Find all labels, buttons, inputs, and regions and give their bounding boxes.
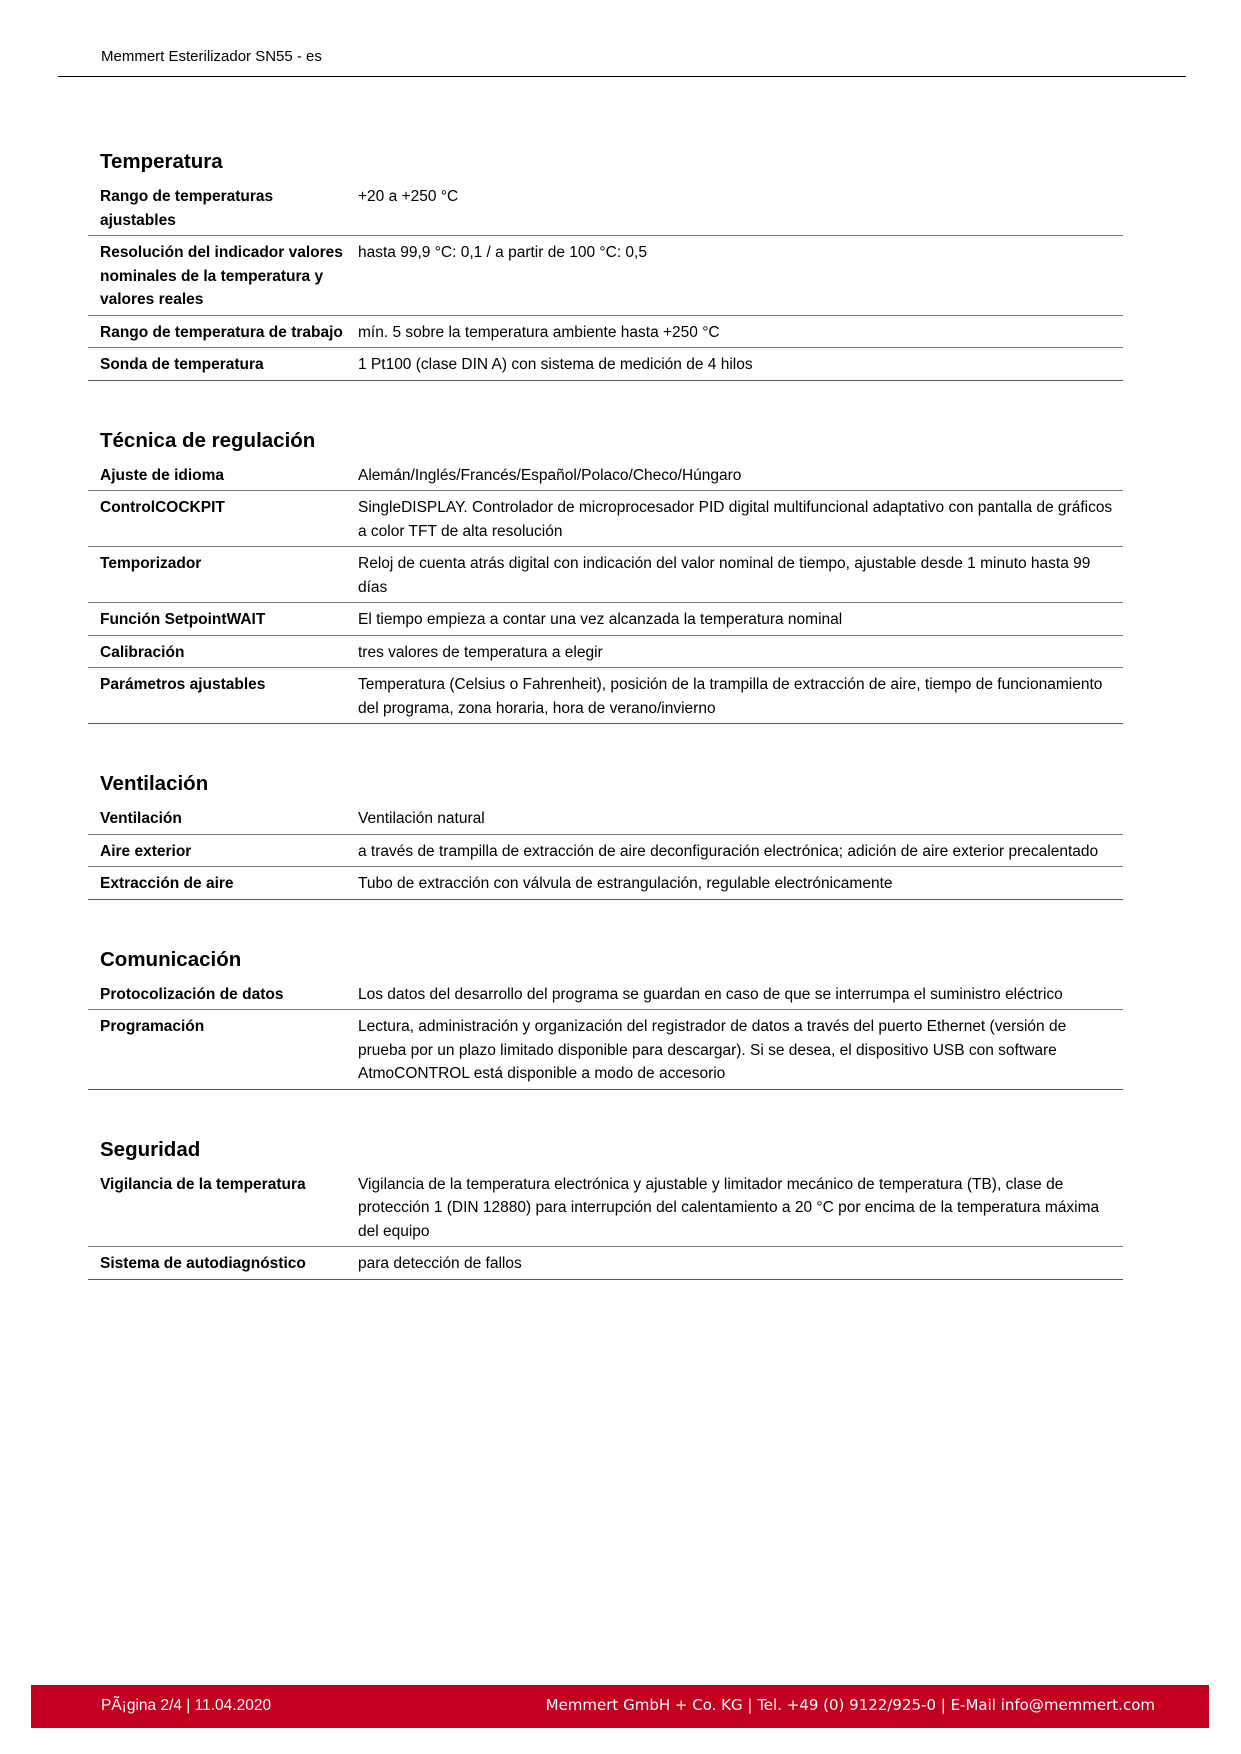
section-temperatura (88, 150, 1123, 381)
section-title: Seguridad (100, 1137, 201, 1161)
spec-table (88, 180, 1123, 381)
spec-value: Los datos del desarrollo del programa se guardan en caso de que se interrumpa el suministro eléctrico (358, 985, 1063, 1003)
section-ventilacion (88, 772, 1123, 900)
spec-row (88, 668, 1123, 724)
section-comunicacion (88, 948, 1123, 1090)
page-header (58, 48, 1186, 77)
spec-row (88, 547, 1123, 603)
spec-row (88, 348, 1123, 381)
spec-row (88, 636, 1123, 669)
spec-label: Ventilación (100, 810, 182, 827)
spec-value: Vigilancia de la temperatura electrónica y ajustable y limitador mecánico de temperatura (TB), clase de protección 1 (DIN 12880) para interrupción del calentamiento a 20 °C por encima de la temperatura máxima del equipo (358, 1175, 1100, 1240)
document-title: Memmert Esterilizador SN55 - es (101, 48, 322, 65)
spec-row (88, 180, 1123, 236)
spec-row (88, 236, 1123, 316)
spec-row (88, 491, 1123, 547)
spec-value: Temperatura (Celsius o Fahrenheit), posición de la trampilla de extracción de aire, tiempo de funcionamiento del programa, zona horaria, hora de verano/invierno (358, 676, 1103, 717)
section-title: Temperatura (100, 150, 223, 173)
spec-row (88, 802, 1123, 835)
spec-row (88, 1247, 1123, 1280)
spec-label: Función SetpointWAIT (100, 611, 266, 628)
spec-table (88, 978, 1123, 1090)
spec-value: Lectura, administración y organización del registrador de datos a través del puerto Ethernet (versión de prueba por un plazo limitado disponible para descargar). Si se desea, el dispositivo USB con software AtmoCONTROL está disponible a modo de accesorio (358, 1018, 1067, 1082)
spec-table (88, 802, 1123, 900)
spec-content (88, 150, 1123, 1328)
spec-label: Calibración (100, 643, 185, 661)
spec-value: Ventilación natural (358, 810, 485, 827)
spec-row (88, 867, 1123, 900)
spec-value: Tubo de extracción con válvula de estrangulación, regulable electrónicamente (358, 875, 893, 892)
section-tecnica-regulacion (88, 429, 1123, 725)
spec-value: tres valores de temperatura a elegir (358, 643, 603, 661)
spec-value: 1 Pt100 (clase DIN A) con sistema de medición de 4 hilos (358, 356, 753, 373)
spec-label: Rango de temperaturas ajustables (100, 188, 274, 229)
footer-page-info: PÃ¡gina 2/4 | 11.04.2020 (101, 1697, 272, 1714)
spec-row (88, 459, 1123, 492)
spec-label: Protocolización de datos (100, 985, 284, 1003)
spec-value: +20 a +250 °C (358, 188, 459, 205)
spec-value: Reloj de cuenta atrás digital con indicación del valor nominal de tiempo, ajustable desde 1 minuto hasta 99 días (358, 555, 1091, 596)
section-seguridad (88, 1138, 1123, 1280)
spec-row (88, 1010, 1123, 1090)
spec-value: Alemán/Inglés/Francés/Español/Polaco/Checo/Húngaro (358, 466, 742, 484)
spec-label: ControlCOCKPIT (100, 499, 225, 516)
spec-value: mín. 5 sobre la temperatura ambiente hasta +250 °C (358, 323, 720, 341)
spec-label: Sonda de temperatura (100, 356, 264, 373)
spec-label: Rango de temperatura de trabajo (100, 323, 343, 341)
spec-label: Vigilancia de la temperatura (100, 1175, 306, 1193)
spec-label: Extracción de aire (100, 875, 234, 892)
spec-table (88, 459, 1123, 725)
spec-value: SingleDISPLAY. Controlador de microprocesador PID digital multifuncional adaptativo con pantalla de gráficos a color TFT de alta resolución (358, 499, 1113, 540)
spec-row (88, 835, 1123, 868)
spec-value: para detección de fallos (358, 1255, 522, 1272)
section-title: Ventilación (100, 772, 209, 795)
spec-label: Resolución del indicador valores nominales de la temperatura y valores reales (100, 244, 343, 308)
spec-row (88, 316, 1123, 349)
spec-label: Temporizador (100, 555, 202, 572)
footer-company-info: Memmert GmbH + Co. KG | Tel. +49 (0) 9122/925-0 | E-Mail info@memmert.com (545, 1696, 1155, 1714)
spec-row (88, 603, 1123, 636)
section-title: Comunicación (100, 947, 242, 971)
spec-label: Programación (100, 1018, 205, 1035)
spec-value: a través de trampilla de extracción de aire deconfiguración electrónica; adición de aire exterior precalentado (358, 842, 1099, 860)
spec-label: Ajuste de idioma (100, 466, 225, 484)
page-footer (31, 1685, 1209, 1728)
section-title: Técnica de regulación (100, 428, 316, 452)
spec-label: Aire exterior (100, 842, 192, 860)
spec-value: hasta 99,9 °C: 0,1 / a partir de 100 °C: 0,5 (358, 244, 647, 261)
spec-row (88, 978, 1123, 1011)
spec-label: Parámetros ajustables (100, 676, 266, 693)
spec-row (88, 1168, 1123, 1248)
spec-table (88, 1168, 1123, 1280)
spec-value: El tiempo empieza a contar una vez alcanzada la temperatura nominal (358, 611, 843, 628)
spec-label: Sistema de autodiagnóstico (100, 1255, 306, 1272)
